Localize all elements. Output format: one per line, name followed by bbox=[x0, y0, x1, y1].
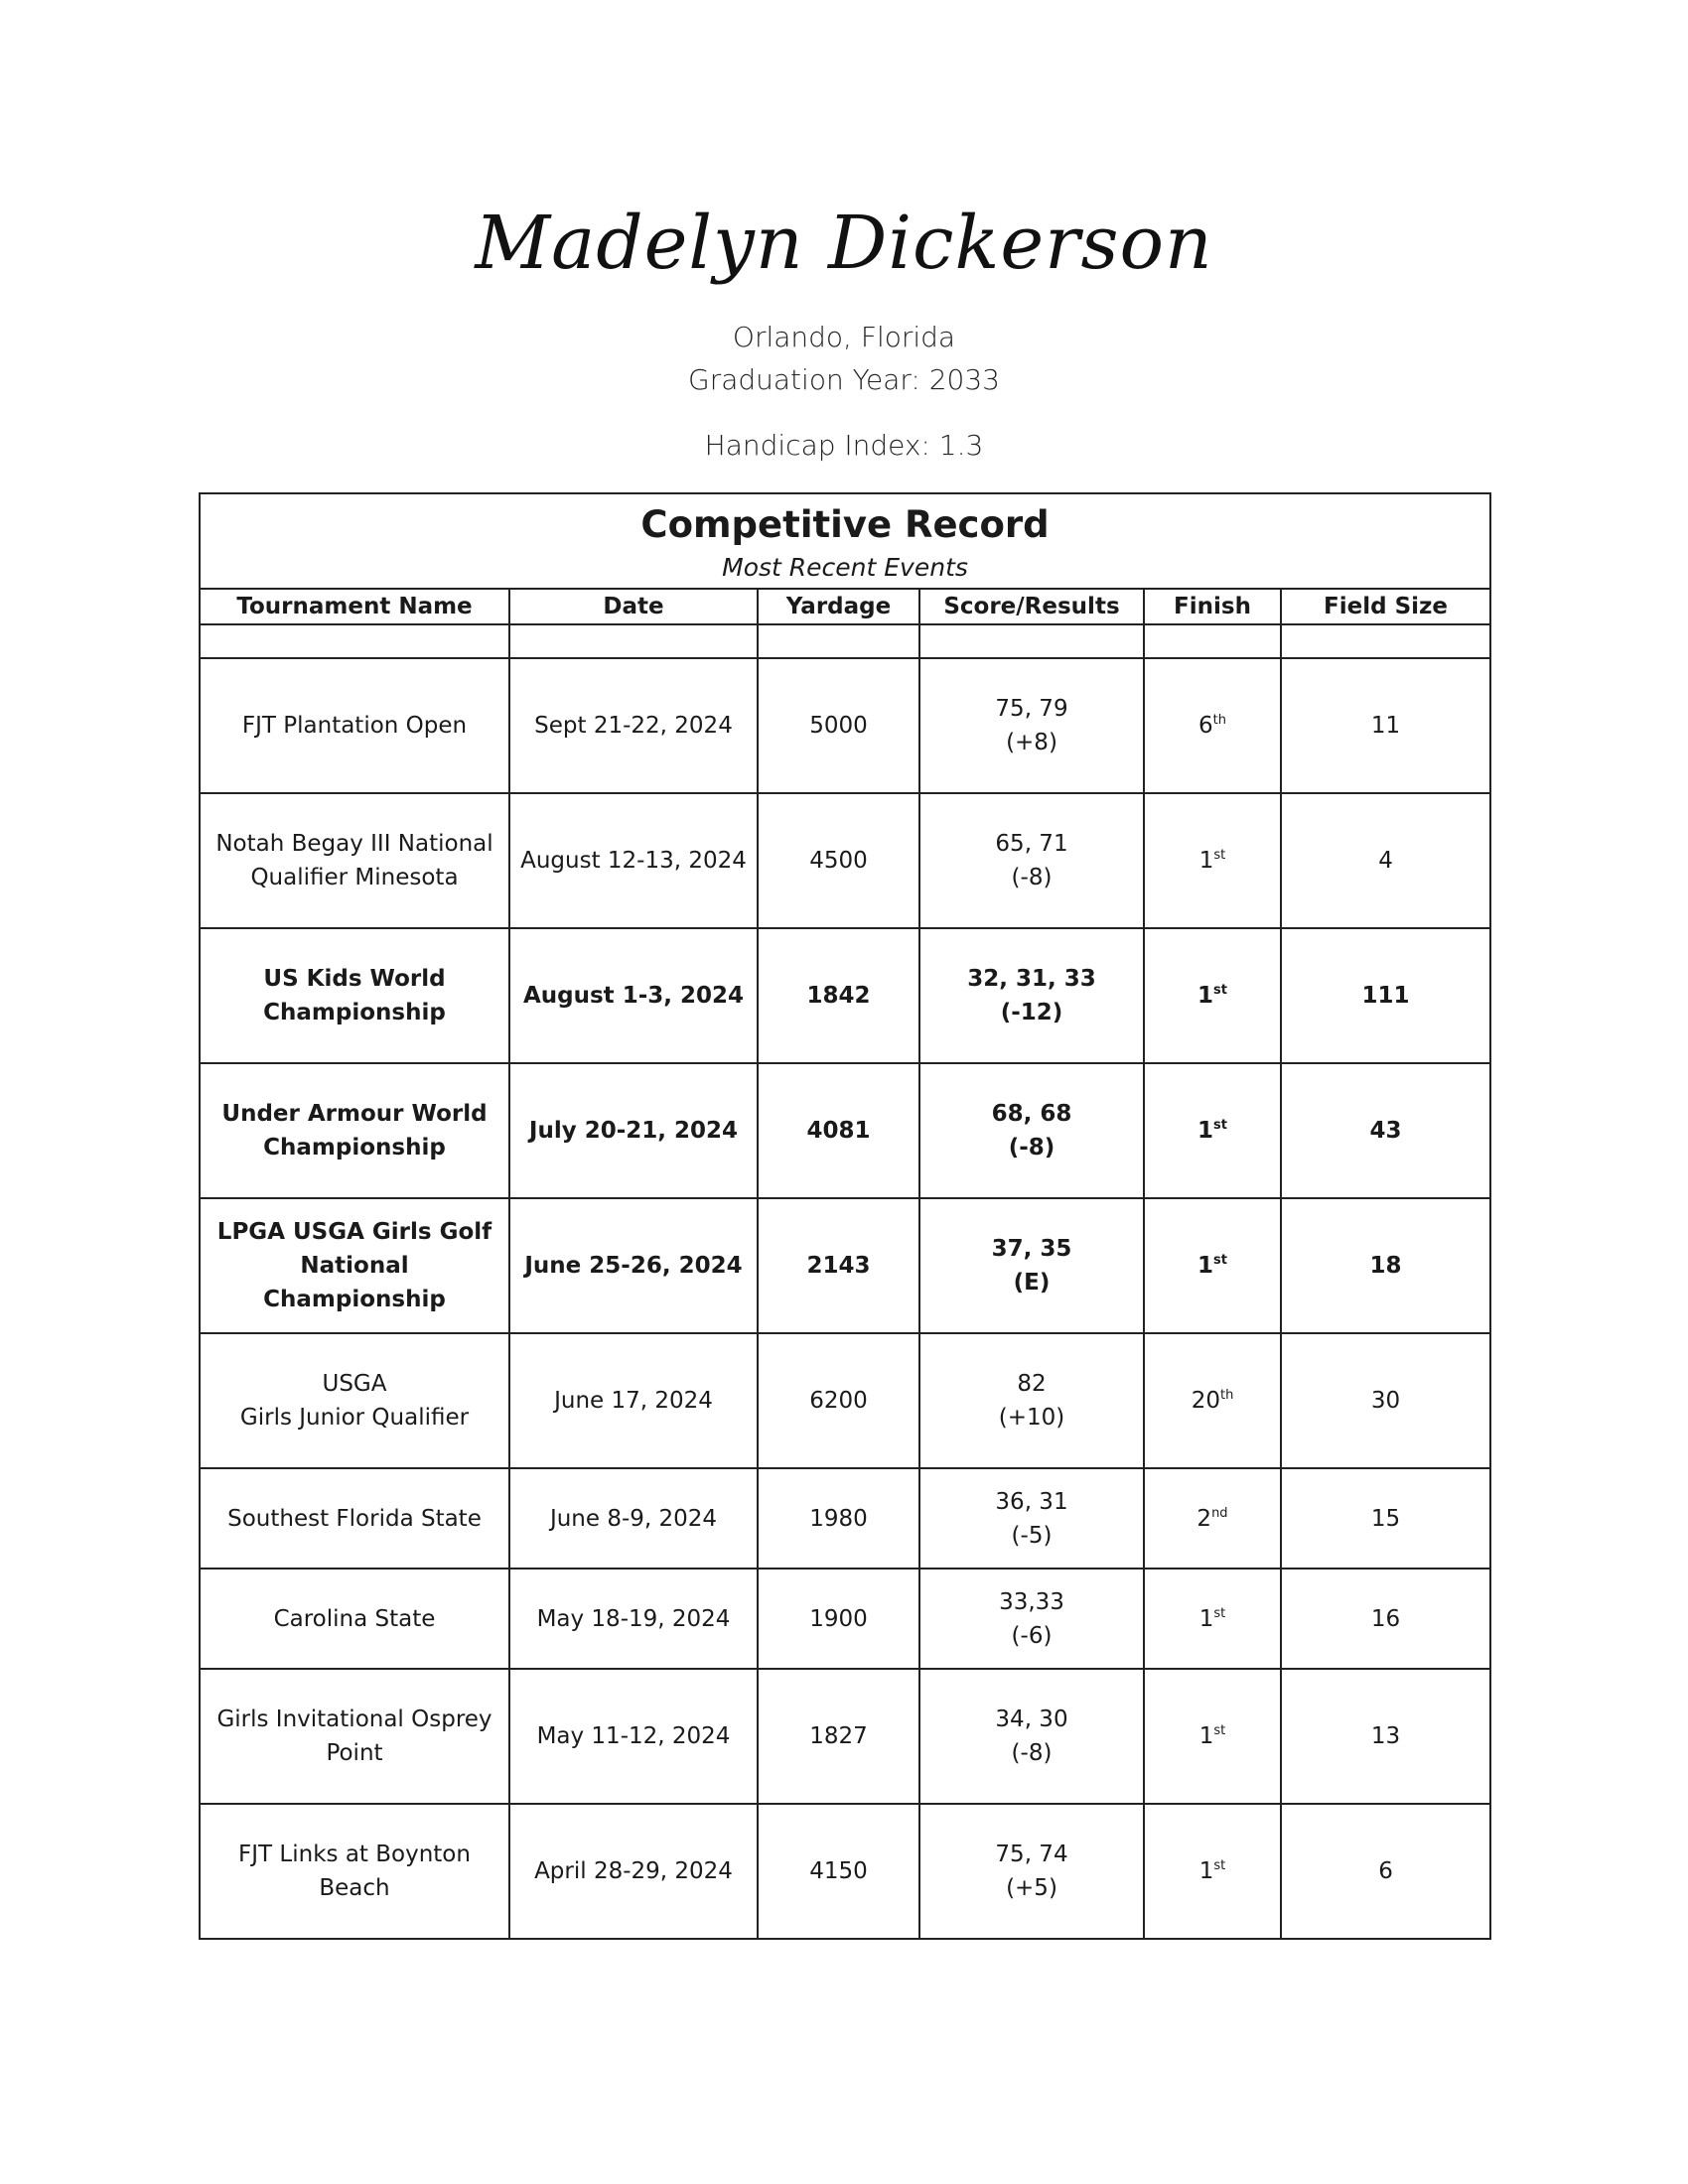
finish-suffix: th bbox=[1219, 1388, 1234, 1403]
tournament-name-line2: Point bbox=[326, 1740, 383, 1766]
empty-cell bbox=[758, 624, 919, 658]
empty-cell bbox=[919, 624, 1144, 658]
competitive-record-table bbox=[199, 492, 1491, 1940]
finish-cell bbox=[1144, 1669, 1281, 1804]
yardage-cell: 1827 bbox=[758, 1669, 919, 1804]
score-rounds: 75, 79 bbox=[995, 696, 1068, 722]
date-cell: Sept 21-22, 2024 bbox=[509, 658, 758, 793]
table-row bbox=[200, 1333, 1490, 1468]
tournament-name-line1: LPGA USGA Girls Golf bbox=[216, 1219, 492, 1245]
score-to-par: (-8) bbox=[1011, 1740, 1053, 1766]
score-to-par: (+5) bbox=[1006, 1875, 1057, 1901]
yardage-cell: 6200 bbox=[758, 1333, 919, 1468]
finish-suffix: st bbox=[1213, 848, 1226, 863]
finish-cell bbox=[1144, 928, 1281, 1063]
table-row bbox=[200, 928, 1490, 1063]
finish-cell bbox=[1144, 1804, 1281, 1939]
finish-place: 1 bbox=[1197, 1118, 1214, 1144]
finish-place: 1 bbox=[1198, 1858, 1214, 1884]
table-subtitle: Most Recent Events bbox=[722, 553, 968, 582]
spacer-row bbox=[200, 624, 1490, 658]
yardage-cell: 5000 bbox=[758, 658, 919, 793]
player-location: Orlando, Florida bbox=[732, 321, 956, 353]
finish-place: 1 bbox=[1197, 1253, 1214, 1279]
header-score-results: Score/Results bbox=[919, 589, 1144, 624]
tournament-name-line1: FJT Links at Boynton bbox=[238, 1842, 471, 1867]
finish-cell bbox=[1144, 1198, 1281, 1333]
tournament-name-cell bbox=[200, 1063, 509, 1198]
finish-place: 6 bbox=[1198, 713, 1213, 739]
score-cell bbox=[919, 793, 1144, 928]
tournament-name-line1: Carolina State bbox=[273, 1605, 436, 1632]
tournament-name-line1: Notah Begay III National bbox=[215, 831, 493, 857]
tournament-name-cell bbox=[200, 1804, 509, 1939]
date-cell: June 8-9, 2024 bbox=[509, 1468, 758, 1569]
tournament-name-line1: USGA bbox=[322, 1371, 387, 1397]
score-rounds: 65, 71 bbox=[995, 831, 1068, 857]
score-rounds: 37, 35 bbox=[991, 1236, 1072, 1262]
score-rounds: 82 bbox=[1017, 1371, 1047, 1397]
score-rounds: 68, 68 bbox=[991, 1101, 1072, 1127]
score-cell bbox=[919, 1198, 1144, 1333]
field-size-cell: 18 bbox=[1281, 1198, 1490, 1333]
score-to-par: (-8) bbox=[1008, 1135, 1055, 1160]
empty-cell bbox=[1281, 624, 1490, 658]
header-field-size: Field Size bbox=[1281, 589, 1490, 624]
table-title: Competitive Record bbox=[640, 503, 1050, 546]
finish-cell bbox=[1144, 1569, 1281, 1669]
finish-cell bbox=[1144, 1333, 1281, 1468]
finish-cell bbox=[1144, 658, 1281, 793]
finish-place: 1 bbox=[1198, 1723, 1214, 1749]
tournament-name-cell bbox=[200, 658, 509, 793]
finish-place: 1 bbox=[1197, 983, 1214, 1009]
tournament-name-line1: Southest Florida State bbox=[227, 1505, 482, 1532]
finish-place: 20 bbox=[1191, 1388, 1220, 1414]
tournament-name-line1: US Kids World bbox=[263, 966, 446, 992]
tournament-name-cell bbox=[200, 1669, 509, 1804]
yardage-cell: 4500 bbox=[758, 793, 919, 928]
score-cell bbox=[919, 1569, 1144, 1669]
finish-suffix: st bbox=[1213, 1723, 1226, 1738]
tournament-name-line2: National Championship bbox=[263, 1253, 446, 1312]
score-rounds: 36, 31 bbox=[995, 1488, 1068, 1515]
score-cell bbox=[919, 658, 1144, 793]
finish-suffix: st bbox=[1213, 1605, 1226, 1621]
score-to-par: (+8) bbox=[1006, 730, 1057, 755]
field-size-cell: 11 bbox=[1281, 658, 1490, 793]
table-row bbox=[200, 1804, 1490, 1939]
score-cell bbox=[919, 1333, 1144, 1468]
field-size-cell: 16 bbox=[1281, 1569, 1490, 1669]
score-rounds: 34, 30 bbox=[995, 1706, 1068, 1732]
finish-suffix: st bbox=[1213, 1118, 1227, 1133]
score-cell bbox=[919, 1063, 1144, 1198]
score-cell bbox=[919, 1804, 1144, 1939]
tournament-name-cell bbox=[200, 793, 509, 928]
score-to-par: (-8) bbox=[1011, 865, 1053, 890]
table-row bbox=[200, 1569, 1490, 1669]
score-to-par: (-12) bbox=[1000, 1000, 1063, 1025]
score-to-par: (-5) bbox=[1011, 1522, 1053, 1549]
yardage-cell: 1842 bbox=[758, 928, 919, 1063]
empty-cell bbox=[200, 624, 509, 658]
finish-place: 1 bbox=[1198, 1605, 1214, 1632]
tournament-name-line2: Girls Junior Qualifier bbox=[239, 1405, 470, 1431]
tournament-name-line2: Beach bbox=[319, 1875, 390, 1901]
tournament-name-line2: Qualifier Minesota bbox=[250, 865, 459, 890]
graduation-year: Graduation Year: 2033 bbox=[688, 363, 1000, 396]
header-yardage: Yardage bbox=[758, 589, 919, 624]
header-finish: Finish bbox=[1144, 589, 1281, 624]
date-cell: July 20-21, 2024 bbox=[509, 1063, 758, 1198]
date-cell: April 28-29, 2024 bbox=[509, 1804, 758, 1939]
tournament-name-cell bbox=[200, 928, 509, 1063]
field-size-cell: 4 bbox=[1281, 793, 1490, 928]
tournament-name-cell bbox=[200, 1569, 509, 1669]
tournament-name-cell bbox=[200, 1333, 509, 1468]
handicap-index: Handicap Index: 1.3 bbox=[704, 429, 984, 462]
player-name: Madelyn Dickerson bbox=[475, 201, 1213, 286]
finish-suffix: st bbox=[1213, 1253, 1227, 1268]
date-cell: August 12-13, 2024 bbox=[509, 793, 758, 928]
finish-place: 1 bbox=[1198, 848, 1214, 874]
table-row bbox=[200, 1063, 1490, 1198]
empty-cell bbox=[1144, 624, 1281, 658]
tournament-name-line1: Under Armour World bbox=[221, 1101, 488, 1127]
header-date: Date bbox=[509, 589, 758, 624]
date-cell: May 18-19, 2024 bbox=[509, 1569, 758, 1669]
table-row bbox=[200, 1198, 1490, 1333]
tournament-name-cell bbox=[200, 1468, 509, 1569]
score-to-par: (+10) bbox=[998, 1405, 1065, 1431]
score-rounds: 32, 31, 33 bbox=[967, 966, 1096, 992]
tournament-name-cell bbox=[200, 1198, 509, 1333]
score-rounds: 33,33 bbox=[999, 1588, 1064, 1615]
finish-cell bbox=[1144, 1063, 1281, 1198]
tournament-name-line2: Championship bbox=[263, 1000, 446, 1025]
field-size-cell: 6 bbox=[1281, 1804, 1490, 1939]
field-size-cell: 43 bbox=[1281, 1063, 1490, 1198]
date-cell: June 25-26, 2024 bbox=[509, 1198, 758, 1333]
finish-suffix: nd bbox=[1211, 1505, 1228, 1521]
tournament-name-line1: Girls Invitational Osprey bbox=[216, 1706, 492, 1732]
table-row bbox=[200, 793, 1490, 928]
empty-cell bbox=[509, 624, 758, 658]
field-size-cell: 30 bbox=[1281, 1333, 1490, 1468]
finish-suffix: st bbox=[1213, 1858, 1226, 1873]
score-to-par: (-6) bbox=[1011, 1622, 1053, 1649]
table-row bbox=[200, 1468, 1490, 1569]
yardage-cell: 1900 bbox=[758, 1569, 919, 1669]
tournament-name-line1: FJT Plantation Open bbox=[241, 713, 468, 739]
finish-cell bbox=[1144, 1468, 1281, 1569]
finish-suffix: th bbox=[1212, 713, 1226, 728]
date-cell: June 17, 2024 bbox=[509, 1333, 758, 1468]
date-cell: May 11-12, 2024 bbox=[509, 1669, 758, 1804]
field-size-cell: 111 bbox=[1281, 928, 1490, 1063]
table-row bbox=[200, 658, 1490, 793]
yardage-cell: 2143 bbox=[758, 1198, 919, 1333]
yardage-cell: 4150 bbox=[758, 1804, 919, 1939]
header-tournament-name: Tournament Name bbox=[200, 589, 509, 624]
table-title-block bbox=[200, 493, 1490, 589]
finish-place: 2 bbox=[1196, 1505, 1212, 1532]
tournament-name-line2: Championship bbox=[263, 1135, 446, 1160]
field-size-cell: 13 bbox=[1281, 1669, 1490, 1804]
field-size-cell: 15 bbox=[1281, 1468, 1490, 1569]
header-row bbox=[200, 589, 1490, 624]
score-cell bbox=[919, 1669, 1144, 1804]
date-cell: August 1-3, 2024 bbox=[509, 928, 758, 1063]
score-cell bbox=[919, 1468, 1144, 1569]
yardage-cell: 4081 bbox=[758, 1063, 919, 1198]
score-cell bbox=[919, 928, 1144, 1063]
finish-suffix: st bbox=[1213, 983, 1227, 998]
score-to-par: (E) bbox=[1013, 1270, 1051, 1296]
table-row bbox=[200, 1669, 1490, 1804]
yardage-cell: 1980 bbox=[758, 1468, 919, 1569]
finish-cell bbox=[1144, 793, 1281, 928]
score-rounds: 75, 74 bbox=[995, 1842, 1068, 1867]
